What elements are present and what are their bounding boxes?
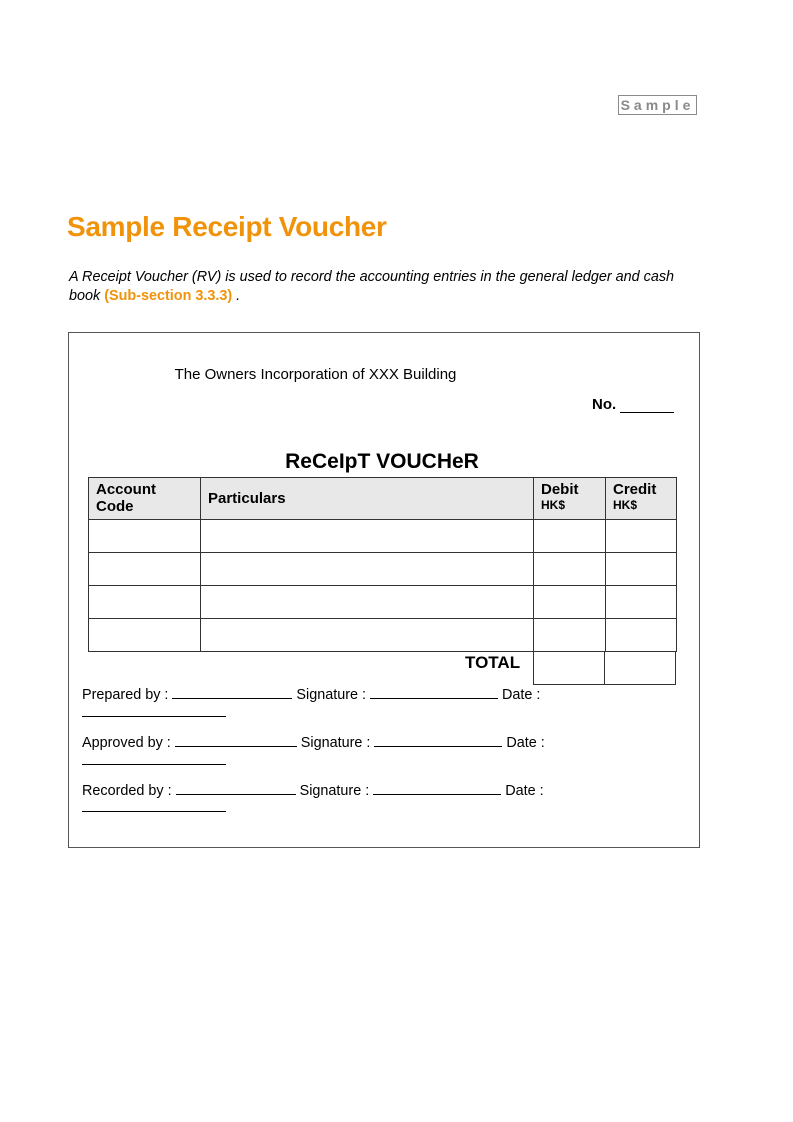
particulars-cell[interactable] bbox=[201, 520, 534, 553]
voucher-title: ReCeIpT VOUCHeR bbox=[285, 450, 479, 473]
header-credit-unit: HK$ bbox=[613, 498, 638, 512]
total-credit-cell[interactable] bbox=[604, 651, 676, 685]
header-credit bbox=[606, 478, 677, 520]
header-debit-unit: HK$ bbox=[541, 498, 566, 512]
sample-stamp: Sample bbox=[618, 95, 697, 115]
header-credit-label: Credit bbox=[613, 481, 657, 498]
header-debit-label: Debit bbox=[541, 481, 579, 498]
organization-name: The Owners Incorporation of XXX Building bbox=[174, 366, 457, 383]
intro-paragraph bbox=[69, 268, 709, 306]
recorded-signature-label: Signature : bbox=[299, 783, 370, 799]
voucher-number-label: No. bbox=[592, 396, 617, 413]
debit-cell[interactable] bbox=[534, 553, 606, 586]
voucher-number-field bbox=[592, 396, 674, 413]
account-code-cell[interactable] bbox=[89, 553, 201, 586]
prepared-by-field[interactable] bbox=[172, 684, 292, 699]
table-row bbox=[89, 520, 677, 553]
approved-signature-label: Signature : bbox=[300, 735, 371, 751]
approved-date-field[interactable] bbox=[82, 763, 226, 765]
subsection-reference: (Sub-section 3.3.3) bbox=[104, 288, 233, 304]
credit-cell[interactable] bbox=[606, 619, 677, 652]
credit-cell[interactable] bbox=[606, 586, 677, 619]
recorded-signature-field[interactable] bbox=[373, 780, 501, 795]
account-code-cell[interactable] bbox=[89, 619, 201, 652]
approved-by-label: Approved by : bbox=[82, 735, 171, 751]
particulars-cell[interactable] bbox=[201, 586, 534, 619]
prepared-date-field[interactable] bbox=[82, 715, 226, 717]
debit-cell[interactable] bbox=[534, 619, 606, 652]
intro-text: A Receipt Voucher (RV) is used to record the accounting entries in the general ledger and cash book bbox=[69, 269, 675, 304]
total-label: TOTAL bbox=[465, 653, 521, 672]
approved-date-label: Date : bbox=[506, 735, 545, 751]
total-debit-cell[interactable] bbox=[533, 651, 605, 685]
entries-table bbox=[88, 477, 677, 652]
page-title: Sample Receipt Voucher bbox=[67, 211, 387, 242]
particulars-cell[interactable] bbox=[201, 619, 534, 652]
particulars-cell[interactable] bbox=[201, 553, 534, 586]
account-code-cell[interactable] bbox=[89, 586, 201, 619]
recorded-date-field[interactable] bbox=[82, 810, 226, 812]
header-debit bbox=[534, 478, 606, 520]
prepared-signature-label: Signature : bbox=[296, 687, 367, 703]
recorded-by-row bbox=[82, 780, 544, 799]
recorded-by-field[interactable] bbox=[176, 780, 296, 795]
header-account-code: Account Code bbox=[89, 478, 201, 520]
intro-end: . bbox=[236, 288, 241, 304]
table-row bbox=[89, 619, 677, 652]
voucher-number-blank bbox=[620, 397, 674, 413]
credit-cell[interactable] bbox=[606, 520, 677, 553]
credit-cell[interactable] bbox=[606, 553, 677, 586]
prepared-date-label: Date : bbox=[502, 687, 541, 703]
approved-signature-field[interactable] bbox=[374, 732, 502, 747]
header-particulars: Particulars bbox=[201, 478, 534, 520]
recorded-date-label: Date : bbox=[505, 783, 544, 799]
prepared-by-label: Prepared by : bbox=[82, 687, 169, 703]
debit-cell[interactable] bbox=[534, 520, 606, 553]
table-row bbox=[89, 553, 677, 586]
table-row bbox=[89, 586, 677, 619]
debit-cell[interactable] bbox=[534, 586, 606, 619]
recorded-by-label: Recorded by : bbox=[82, 783, 172, 799]
table-header-row bbox=[89, 478, 677, 520]
account-code-cell[interactable] bbox=[89, 520, 201, 553]
total-row bbox=[533, 651, 676, 685]
prepared-by-row bbox=[82, 684, 540, 703]
approved-by-field[interactable] bbox=[175, 732, 297, 747]
approved-by-row bbox=[82, 732, 545, 751]
prepared-signature-field[interactable] bbox=[370, 684, 498, 699]
